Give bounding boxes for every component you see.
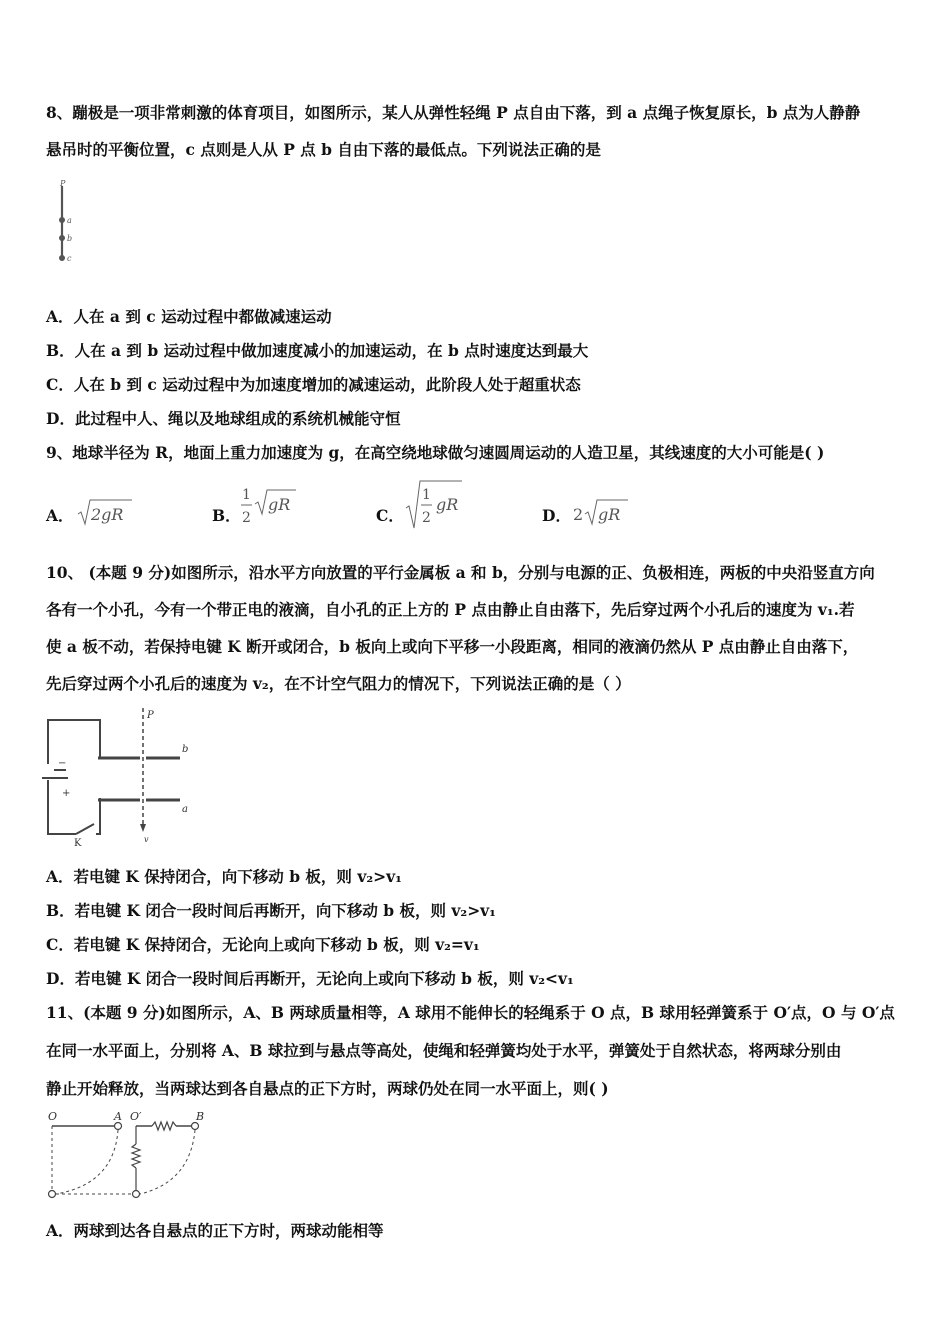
- q9-stem: 9、地球半径为 R，地面上重力加速度为 g，在高空绕地球做匀速圆周运动的人造卫星，其线速度的大小可能是( ): [46, 443, 825, 462]
- q9-option-b-expr: [240, 484, 300, 530]
- q10-label-k: K: [74, 838, 82, 849]
- q8-option-a: A．人在 a 到 c 运动过程中都做减速运动: [46, 307, 332, 326]
- q10-stem-line1: 10、 (本题 9 分)如图所示，沿水平方向放置的平行金属板 a 和 b，分别与电源的正、负极相连，两板的中央沿竖直方向: [46, 563, 875, 582]
- q9-option-c-label: C．: [376, 506, 404, 525]
- q11-stem-line1: 11、(本题 9 分)如图所示，A、B 两球质量相等，A 球用不能伸长的轻绳系于 O 点，B 球用轻弹簧系于 O′点，O 与 O′点: [46, 1003, 895, 1022]
- svg-text:gR: gR: [268, 495, 291, 514]
- q10-option-c: C．若电键 K 保持闭合，无论向上或向下移动 b 板，则 v₂=v₁: [46, 935, 480, 954]
- q8-stem-line1: 8、蹦极是一项非常刺激的体育项目，如图所示，某人从弹性轻绳 P 点自由下落，到 a 点绳子恢复原长，b 点为人静静: [46, 103, 861, 122]
- q11-label-o-prime: O′: [130, 1110, 142, 1123]
- q9-option-c-expr: [404, 478, 466, 532]
- svg-text:gR: gR: [598, 505, 621, 524]
- q10-label-v: v: [144, 835, 149, 844]
- q8-label-c: c: [67, 254, 72, 263]
- q8-option-b: B．人在 a 到 b 运动过程中做加速度减小的加速运动，在 b 点时速度达到最大: [46, 341, 589, 360]
- q8-option-c: C．人在 b 到 c 运动过程中为加速度增加的减速运动，此阶段人处于超重状态: [46, 375, 581, 394]
- q10-label-plus: +: [62, 788, 71, 799]
- q10-stem-line4: 先后穿过两个小孔后的速度为 v₂，在不计空气阻力的情况下，下列说法正确的是（ ）: [46, 674, 631, 693]
- q9-option-d-label: D．: [542, 506, 571, 525]
- q10-capacitor-figure: [40, 700, 200, 850]
- q10-label-minus: −: [58, 758, 67, 769]
- q8-label-a: a: [67, 216, 72, 225]
- q11-pendulum-figure: [44, 1106, 214, 1202]
- svg-text:2: 2: [573, 505, 584, 524]
- svg-text:2: 2: [242, 510, 251, 526]
- svg-text:2: 2: [422, 510, 431, 526]
- q11-stem-line2: 在同一水平面上，分别将 A、B 球拉到与悬点等高处，使绳和轻弹簧均处于水平，弹簧处于自然状态，将两球分别由: [46, 1041, 842, 1060]
- svg-text:1: 1: [242, 487, 251, 503]
- q10-label-p: P: [147, 710, 154, 721]
- q10-stem-line2: 各有一个小孔，今有一个带正电的液滴，自小孔的正上方的 P 点由静止自由落下，先后穿过两个小孔后的速度为 v₁.若: [46, 600, 855, 619]
- svg-text:gR: gR: [436, 495, 459, 514]
- q9-option-a-text: 2gR: [91, 505, 124, 524]
- q11-option-a: A．两球到达各自悬点的正下方时，两球动能相等: [46, 1221, 384, 1240]
- q10-label-b: b: [182, 744, 189, 755]
- q10-stem-line3: 使 a 板不动，若保持电键 K 断开或闭合，b 板向上或向下平移一小段距离，相同的液滴仍然从 P 点由静止自由落下，: [46, 637, 859, 656]
- q10-label-a: a: [182, 804, 188, 815]
- q8-label-p: P: [60, 179, 66, 188]
- q9-option-d-expr: [572, 496, 632, 530]
- q11-label-o: O: [48, 1110, 58, 1123]
- q8-option-d: D．此过程中人、绳以及地球组成的系统机械能守恒: [46, 409, 401, 428]
- q10-option-b: B．若电键 K 闭合一段时间后再断开，向下移动 b 板，则 v₂>v₁: [46, 901, 496, 920]
- q9-option-a-label: A．: [46, 506, 74, 525]
- q9-option-a-expr: [76, 496, 136, 530]
- q10-option-d: D．若电键 K 闭合一段时间后再断开，无论向上或向下移动 b 板，则 v₂<v₁: [46, 969, 574, 988]
- q10-option-a: A．若电键 K 保持闭合，向下移动 b 板，则 v₂>v₁: [46, 867, 402, 886]
- q11-stem-line3: 静止开始释放，当两球达到各自悬点的正下方时，两球仍处在同一水平面上，则( ): [46, 1079, 609, 1098]
- q8-stem-line2: 悬吊时的平衡位置，c 点则是人从 P 点 b 自由下落的最低点。下列说法正确的是: [46, 140, 601, 159]
- q11-label-a: A: [114, 1110, 122, 1123]
- q8-bungee-figure: [52, 176, 92, 268]
- q11-label-b: B: [196, 1110, 205, 1123]
- q9-option-b-label: B．: [212, 506, 241, 525]
- svg-text:1: 1: [422, 487, 431, 503]
- q8-label-b: b: [67, 234, 73, 243]
